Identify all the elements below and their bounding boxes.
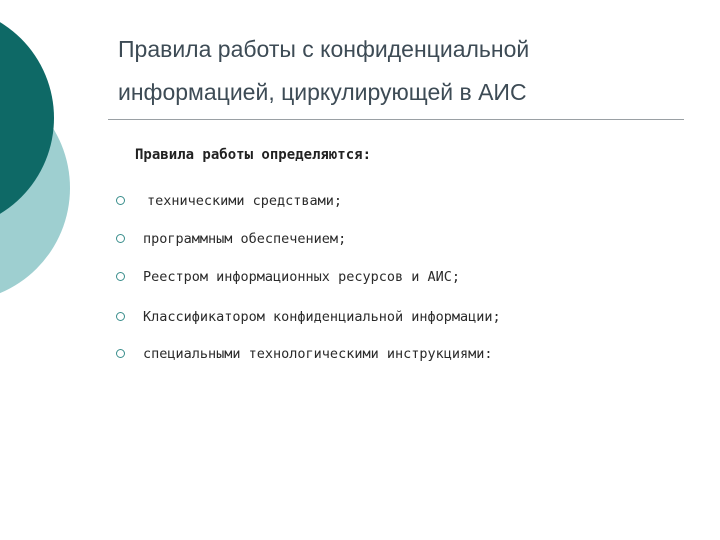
- decorative-circles: [0, 0, 120, 300]
- list-item-text: программным обеспечением;: [143, 231, 347, 247]
- slide-title: [118, 28, 698, 114]
- list-item-text: Реестром информационных ресурсов и АИС;: [143, 269, 460, 285]
- hollow-circle-bullet-icon: [116, 234, 125, 243]
- hollow-circle-bullet-icon: [116, 272, 125, 281]
- slide-title-line-2: информацией, циркулирующей в АИС: [118, 79, 527, 105]
- slide-title-line-1: Правила работы с конфиденциальной: [118, 36, 530, 62]
- list-item-text: техническими средствами;: [147, 193, 343, 209]
- hollow-circle-bullet-icon: [116, 312, 125, 321]
- hollow-circle-bullet-icon: [116, 196, 125, 205]
- title-divider: [108, 119, 684, 120]
- hollow-circle-bullet-icon: [116, 349, 125, 358]
- list-item-text: Классификатором конфиденциальной информации;: [143, 309, 501, 325]
- list-item-text: специальными технологическими инструкциями:: [143, 346, 493, 362]
- subheading: Правила работы определяются:: [135, 147, 372, 163]
